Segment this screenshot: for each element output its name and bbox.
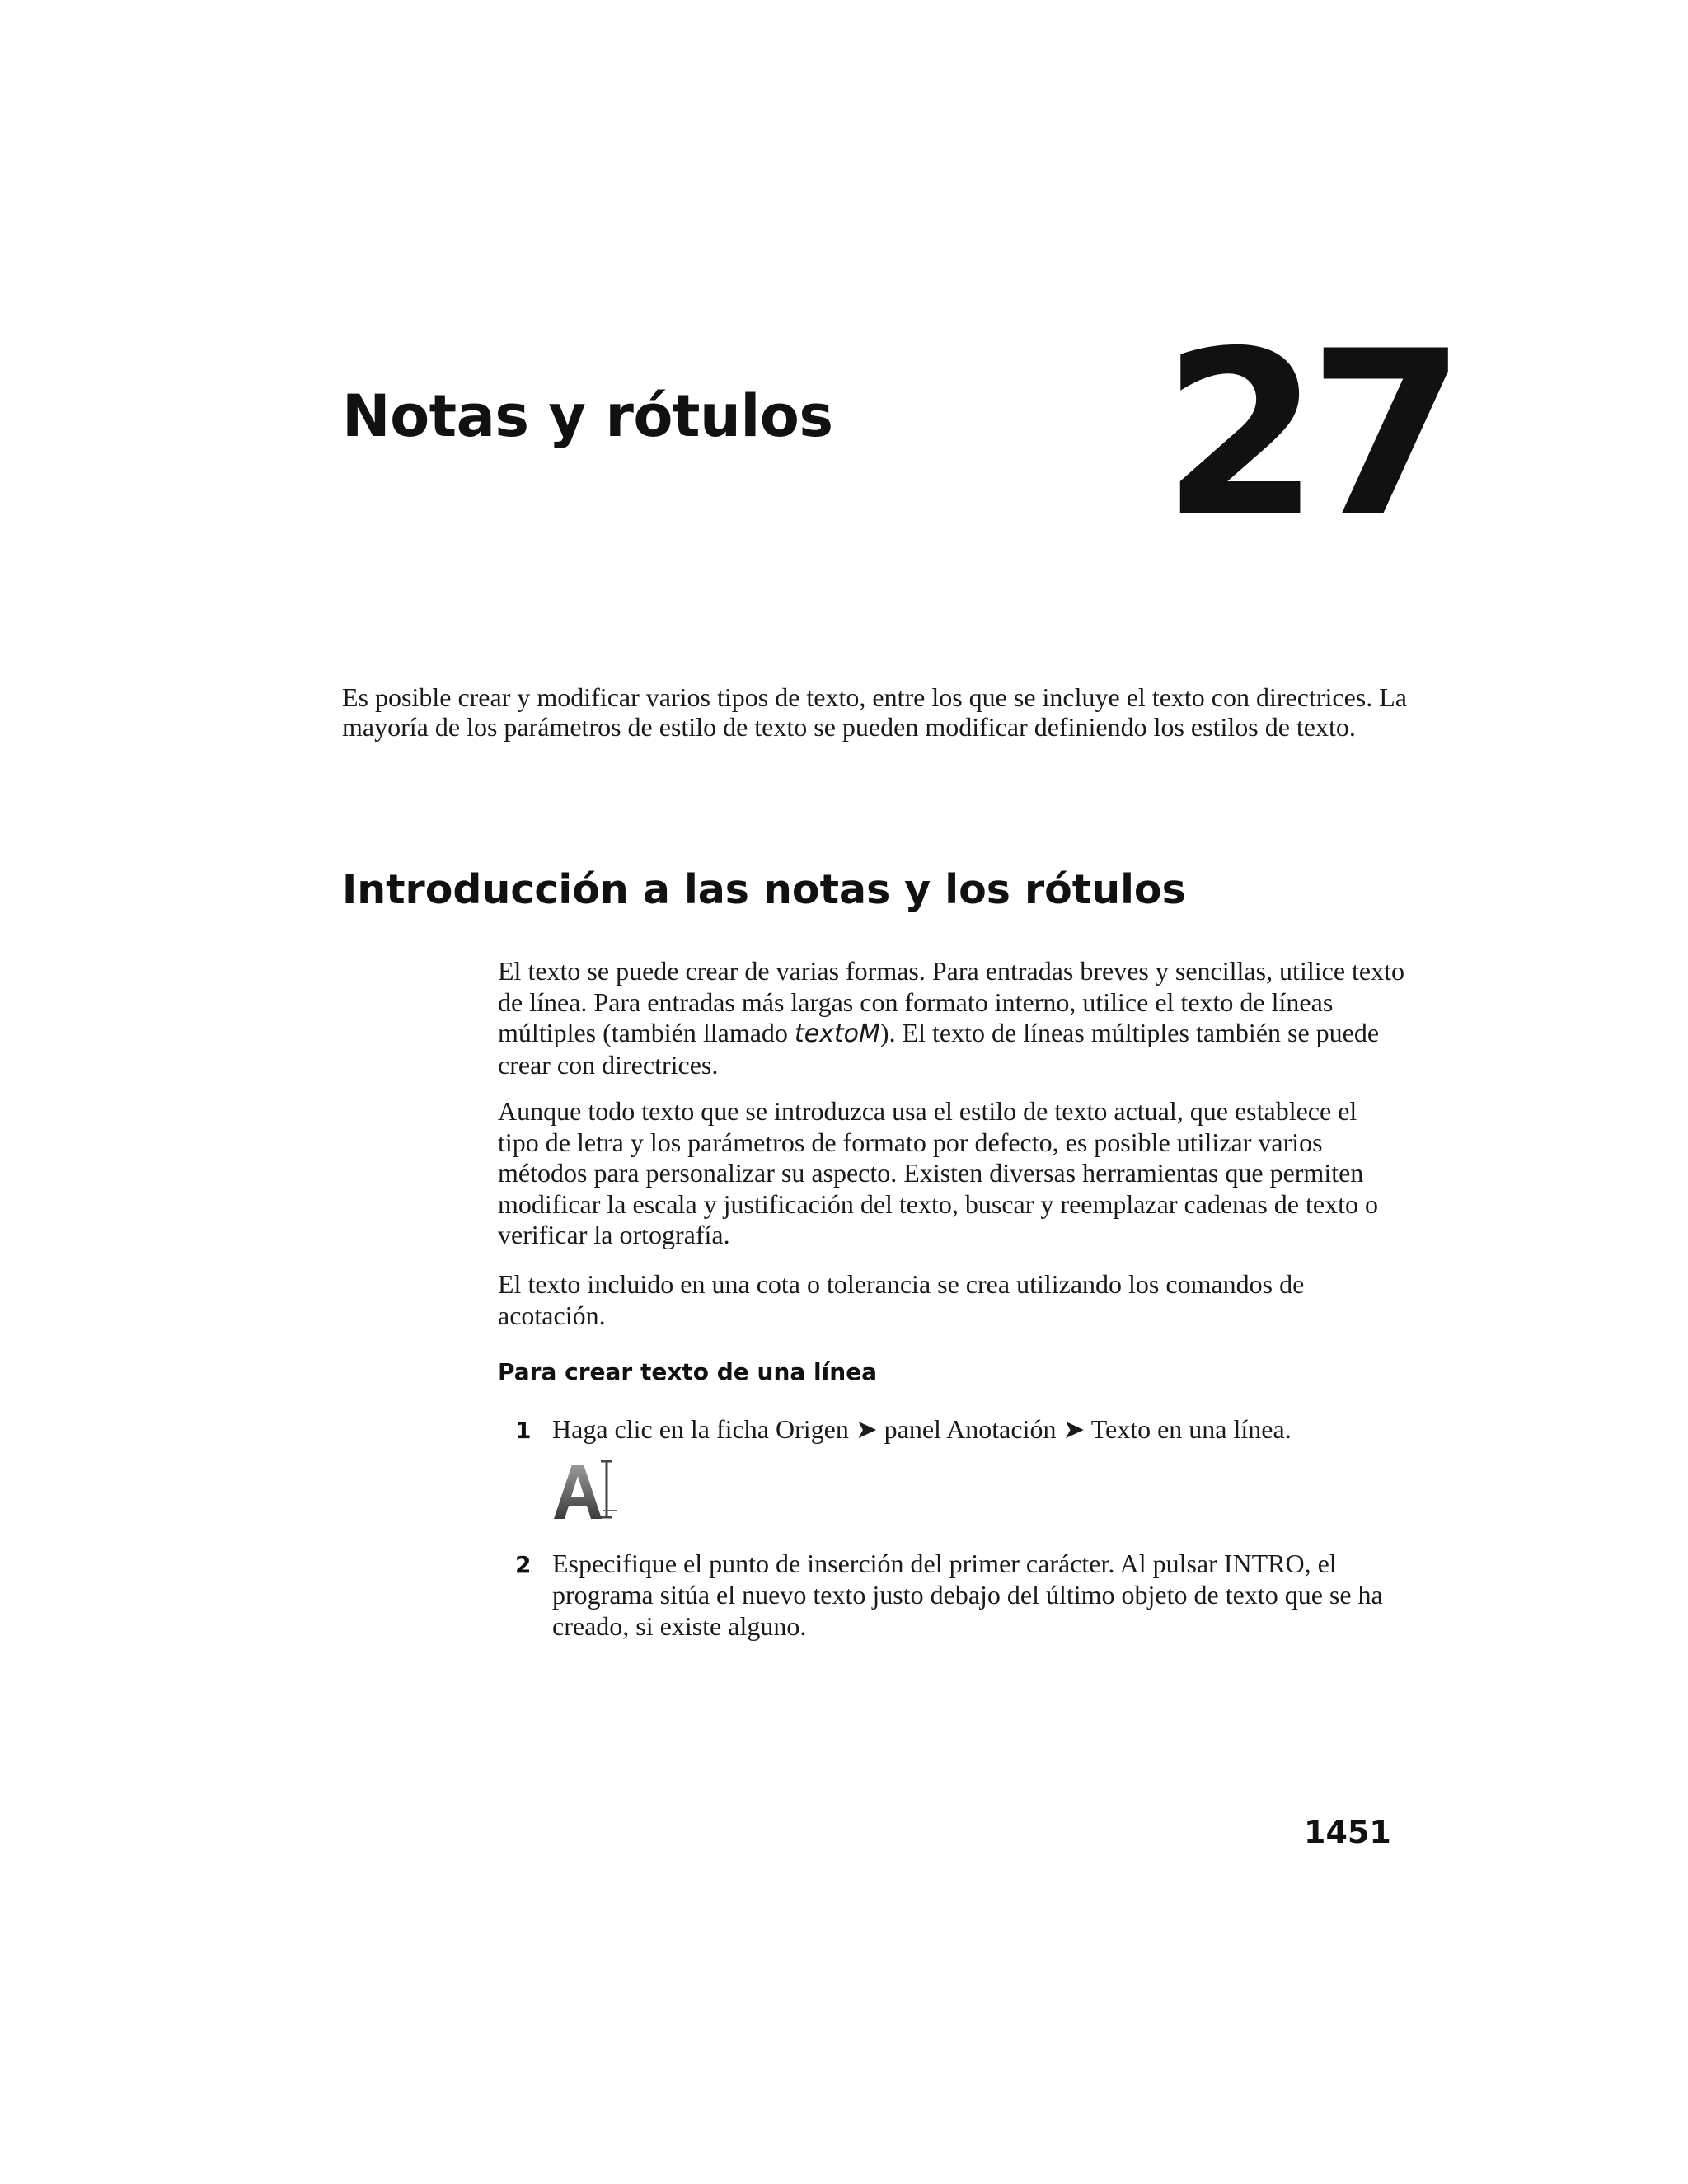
single-line-text-icon xyxy=(551,1455,629,1525)
chapter-title: Notas y rótulos xyxy=(342,382,833,450)
step-text: Especifique el punto de inserción del primer carácter. Al pulsar INTRO, el programa sitúa el nuevo texto justo debajo del último objeto de texto que se ha creado, si existe alguno. xyxy=(552,1549,1383,1641)
step-text: Haga clic en la ficha Origen ➤ panel Anotación ➤ Texto en una línea. xyxy=(552,1414,1292,1444)
chapter-number: 27 xyxy=(1162,302,1455,566)
section-paragraph-3: El texto incluido en una cota o tolerancia se crea utilizando los comandos de acotación. xyxy=(498,1269,1305,1330)
procedure-heading: Para crear texto de una línea xyxy=(498,1358,878,1385)
step-number: 1 xyxy=(515,1417,532,1444)
section-paragraph-2: Aunque todo texto que se introduzca usa el estilo de texto actual, que establece el tipo de letra y los parámetros de formato por defecto, es posible utilizar varios métodos para personalizar su aspecto. Existen diversas herramientas que permiten modificar la escala y justificación del texto, buscar y reemplazar cadenas de texto o verificar la ortografía. xyxy=(498,1096,1378,1249)
step-number: 2 xyxy=(515,1551,532,1578)
intro-paragraph: Es posible crear y modificar varios tipos de texto, entre los que se incluye el texto con directrices. La mayoría de los parámetros de estilo de texto se pueden modificar definiendo los estilos de texto. xyxy=(342,682,1407,742)
section-title: Introducción a las notas y los rótulos xyxy=(342,866,1186,913)
section-paragraph-1 xyxy=(498,956,1404,1080)
emphasis-term: textoM xyxy=(794,1019,880,1048)
page-number: 1451 xyxy=(1304,1814,1391,1850)
paragraph-text: El texto se puede crear de varias formas. Para entradas breves y sencillas, utilice texto de línea. Para entradas más largas con formato interno, utilice el texto de líneas múltiples (también llamado xyxy=(498,956,1404,1047)
paragraph-text: ). El texto de líneas múltiples también se puede crear con directrices. xyxy=(498,1018,1380,1080)
